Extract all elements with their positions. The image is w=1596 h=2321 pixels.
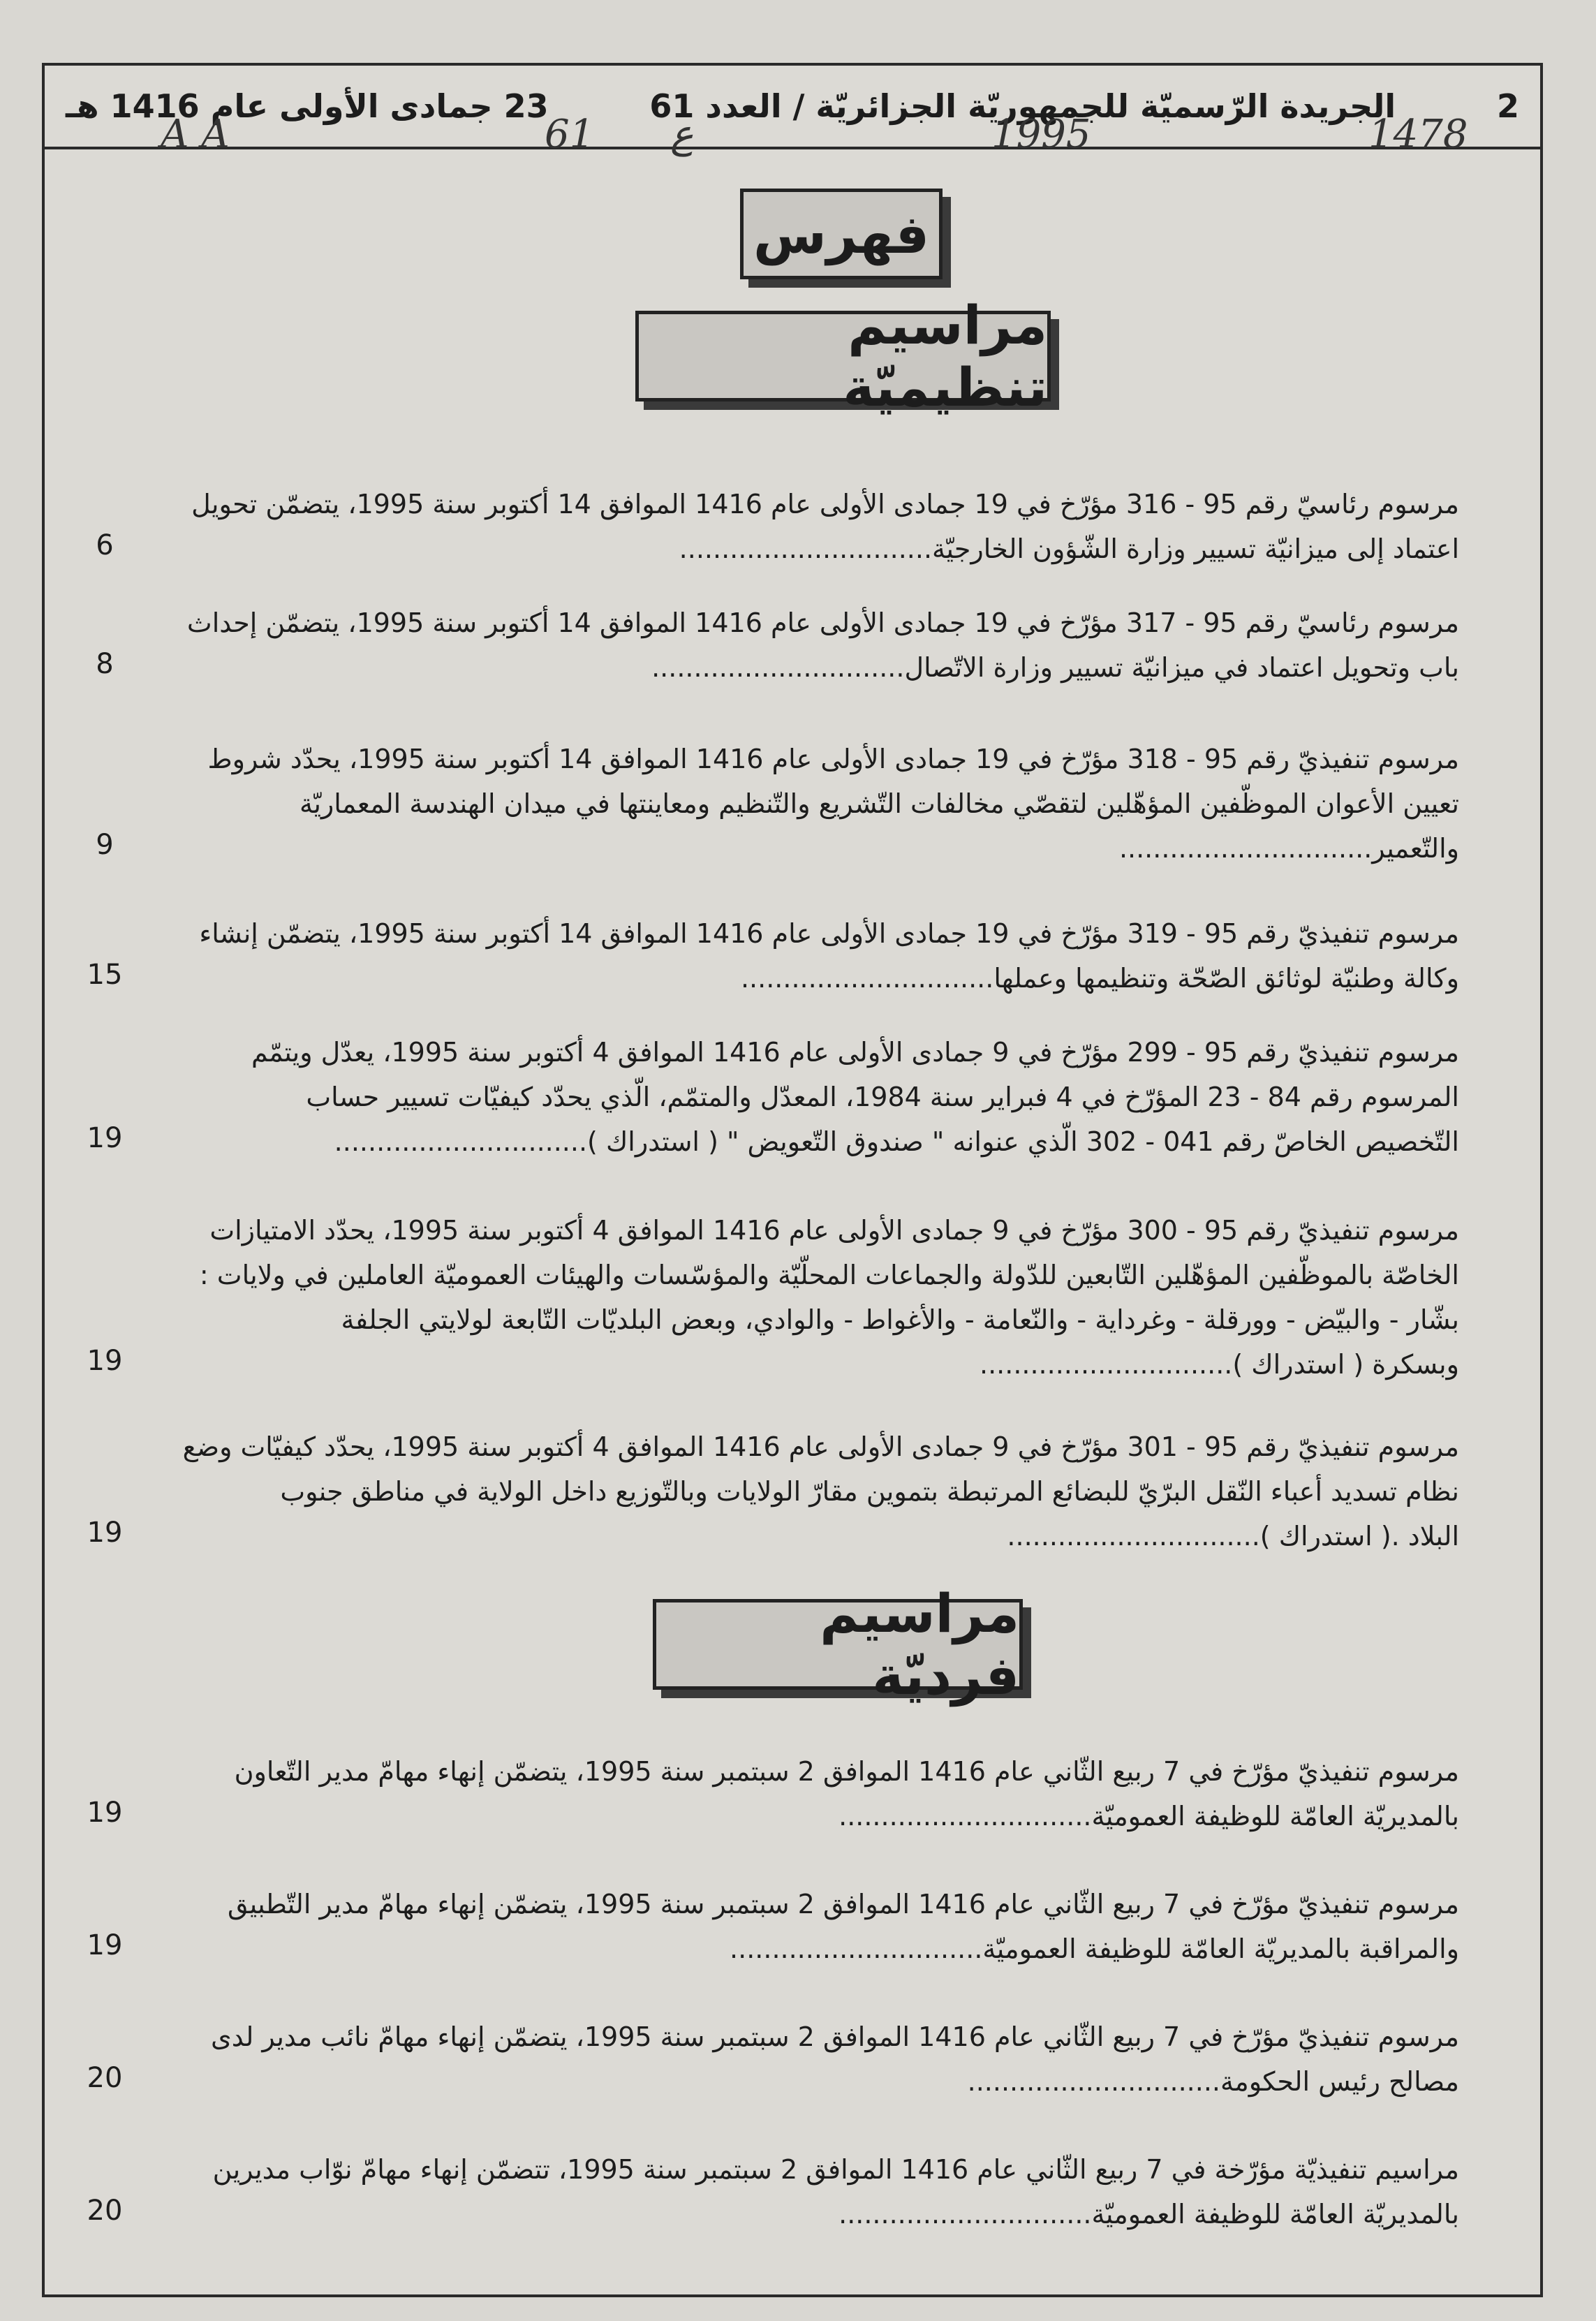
header-date: 23 جمادى الأولى عام 1416 هـ	[66, 87, 549, 125]
handwritten-note-61: 61	[545, 112, 595, 157]
entry-line: مرسوم تنفيذيّ رقم 95 - 318 مؤرّخ في 19 جمادى الأولى عام 1416 الموافق 14 أكتوبر سنة 1995، يحدّد شروط	[207, 744, 1459, 774]
individual-decrees-title: مراسيم فرديّة	[653, 1599, 1023, 1690]
index-entry	[112, 1424, 1459, 1559]
index-entry	[112, 1749, 1459, 1839]
entry-page-number: 19	[87, 1517, 123, 1549]
entry-line: مرسوم رئاسيّ رقم 95 - 316 مؤرّخ في 19 جمادى الأولى عام 1416 الموافق 14 أكتوبر سنة 1995، يتضمّن تحويل	[191, 489, 1459, 520]
header-title: الجريدة الرّسميّة للجمهوريّة الجزائريّة / العدد 61	[649, 87, 1396, 125]
handwritten-year: 1995	[991, 112, 1091, 157]
entry-page-number: 9	[96, 829, 114, 861]
handwritten-number: 1478	[1368, 112, 1468, 157]
entry-page-number: 19	[87, 1345, 123, 1377]
entry-line: مرسوم تنفيذيّ مؤرّخ في 7 ربيع الثّاني عام 1416 الموافق 2 سبتمبر سنة 1995، يتضمّن إنهاء مهامّ مدير التّعاون	[234, 1756, 1459, 1787]
entry-line: بالمديريّة العامّة للوظيفة العموميّة..............................	[838, 1801, 1459, 1832]
entry-line: والتّعمير..............................	[1118, 833, 1459, 864]
index-title: فهرس	[740, 189, 943, 279]
index-entry	[112, 1208, 1459, 1387]
entry-line: اعتماد إلى ميزانيّة تسيير وزارة الشّؤون الخارجيّة..............................	[679, 533, 1459, 564]
entry-line: باب وتحويل اعتماد في ميزانيّة تسيير وزارة الاتّصال..............................	[651, 652, 1459, 683]
entry-line: تعيين الأعوان الموظّفين المؤهّلين لتقصّي مخالفات التّشريع والتّنظيم ومعاينتها في ميدان الهندسة المعماريّة	[299, 788, 1459, 819]
index-entry	[112, 737, 1459, 871]
entry-page-number: 20	[87, 2062, 123, 2094]
page-header	[45, 66, 1540, 149]
regulatory-decrees-title: مراسيم تنظيميّة	[635, 311, 1051, 401]
index-entry	[112, 911, 1459, 1001]
entry-line: مرسوم تنفيذيّ مؤرّخ في 7 ربيع الثّاني عام 1416 الموافق 2 سبتمبر سنة 1995، يتضمّن إنهاء مهامّ مدير التّطبيق	[227, 1889, 1459, 1920]
entry-line: الخاصّة بالموظّفين المؤهّلين التّابعين للدّولة والجماعات المحلّيّة والمؤسّسات والهيئات العموميّة العاملين في ولايات :	[199, 1260, 1459, 1290]
entry-page-number: 19	[87, 1122, 123, 1154]
index-entry	[112, 1882, 1459, 1971]
entry-line: التّخصيص الخاصّ رقم 041 - 302 الّذي عنوانه " صندوق التّعويض " ( استدراك )..............................	[334, 1126, 1459, 1157]
entry-page-number: 19	[87, 1929, 123, 1961]
entry-line: مرسوم تنفيذيّ مؤرّخ في 7 ربيع الثّاني عام 1416 الموافق 2 سبتمبر سنة 1995، يتضمّن إنهاء مهامّ نائب مدير لدى	[211, 2021, 1459, 2052]
entry-page-number: 20	[87, 2195, 123, 2227]
entry-line: المرسوم رقم 84 - 23 المؤرّخ في 4 فبراير سنة 1984، المعدّل والمتمّم، الّذي يحدّد كيفيّات تسيير حساب	[306, 1082, 1459, 1112]
entry-line: وكالة وطنيّة لوثائق الصّحّة وتنظيمها وعملها..............................	[740, 963, 1459, 994]
entry-line: والمراقبة بالمديريّة العامّة للوظيفة العموميّة..............................	[730, 1933, 1459, 1964]
entry-line: مرسوم تنفيذيّ رقم 95 - 319 مؤرّخ في 19 جمادى الأولى عام 1416 الموافق 14 أكتوبر سنة 1995، يتضمّن إنشاء	[199, 918, 1459, 949]
entry-line: بالمديريّة العامّة للوظيفة العموميّة..............................	[838, 2199, 1459, 2230]
entry-line: مرسوم تنفيذيّ رقم 95 - 299 مؤرّخ في 9 جمادى الأولى عام 1416 الموافق 4 أكتوبر سنة 1995، يعدّل ويتمّم	[251, 1037, 1459, 1068]
entry-line: مرسوم تنفيذيّ رقم 95 - 301 مؤرّخ في 9 جمادى الأولى عام 1416 الموافق 4 أكتوبر سنة 1995، يحدّد كيفيّات وضع	[182, 1431, 1459, 1462]
index-entry	[112, 482, 1459, 571]
header-page-number: 2	[1496, 87, 1519, 125]
entry-line: مصالح رئيس الحكومة..............................	[967, 2066, 1459, 2097]
entry-line: مرسوم رئاسيّ رقم 95 - 317 مؤرّخ في 19 جمادى الأولى عام 1416 الموافق 14 أكتوبر سنة 1995، يتضمّن إحداث	[186, 607, 1459, 638]
index-entry	[112, 2014, 1459, 2104]
entry-line: نظام تسديد أعباء النّقل البرّيّ للبضائع المرتبطة بتموين مقارّ الولايات وبالتّوزيع داخل الولاية في مناطق جنوب	[280, 1476, 1459, 1507]
entry-page-number: 19	[87, 1797, 123, 1829]
entry-page-number: 8	[96, 648, 114, 680]
entry-line: وبسكرة ( استدراك )..............................	[980, 1349, 1459, 1380]
entry-page-number: 15	[87, 959, 123, 991]
handwritten-note-left: A A	[161, 112, 230, 157]
index-entry	[112, 1030, 1459, 1164]
index-entry	[112, 2147, 1459, 2237]
entry-page-number: 6	[96, 529, 114, 561]
index-entry	[112, 600, 1459, 690]
handwritten-note-ain: ع	[670, 112, 694, 157]
entry-line: مرسوم تنفيذيّ رقم 95 - 300 مؤرّخ في 9 جمادى الأولى عام 1416 الموافق 4 أكتوبر سنة 1995، يحدّد الامتيازات	[209, 1215, 1459, 1246]
entry-line: مراسيم تنفيذيّة مؤرّخة في 7 ربيع الثّاني عام 1416 الموافق 2 سبتمبر سنة 1995، تتضمّن إنهاء مهامّ نوّاب مديرين	[212, 2154, 1459, 2185]
entry-line: البلاد .( استدراك )..............................	[1007, 1521, 1459, 1552]
entry-line: بشّار - والبيّض - وورقلة - وغرداية - والنّعامة - والأغواط - والوادي، وبعض البلديّات التّابعة لولايتي الجلفة	[341, 1304, 1459, 1335]
